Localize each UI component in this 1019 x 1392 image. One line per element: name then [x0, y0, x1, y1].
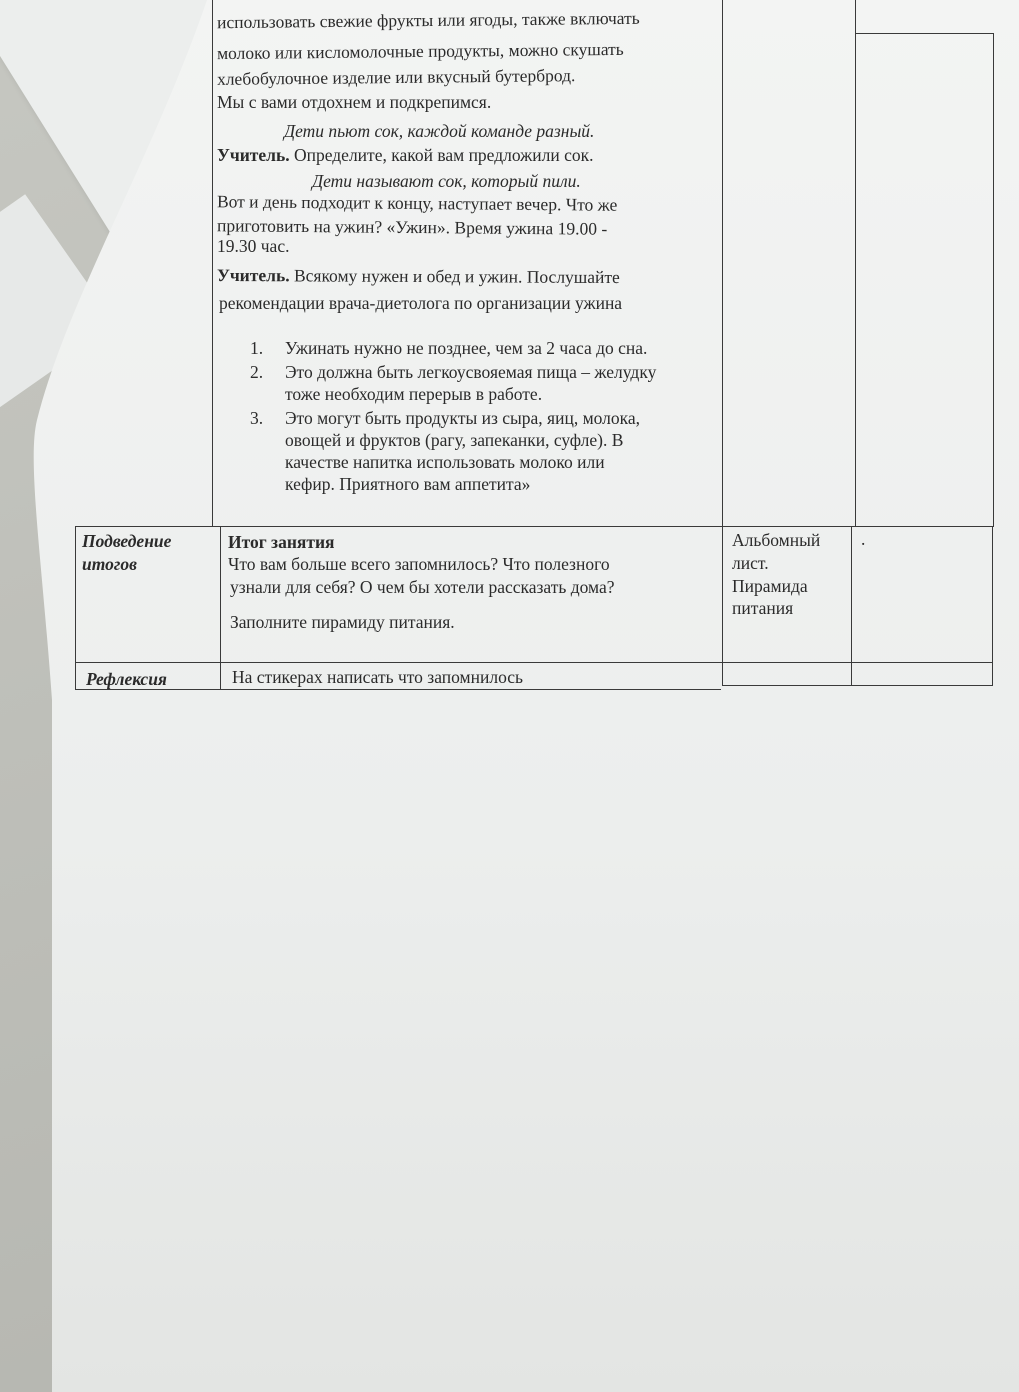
teacher-text-2: Всякому нужен и обед и ужин. Послушайте — [289, 265, 620, 288]
teacher-line-1 — [217, 144, 594, 166]
table-row-divider-reflection — [75, 662, 993, 663]
table-column-divider-resources-right — [855, 0, 856, 527]
resources-line-2: лист. — [732, 553, 769, 573]
list-item-number: 1. — [250, 338, 264, 358]
main-row-line-2: молоко или кисломолочные продукты, можно скушать — [216, 38, 624, 64]
teacher-label-1: Учитель. — [217, 145, 290, 165]
list-item-text: Ужинать нужно не позднее, чем за 2 часа до сна. — [285, 338, 648, 358]
teacher-line-2-continued: рекомендации врача-диетолога по организации ужина — [219, 293, 623, 313]
table-row-divider-summary — [75, 526, 994, 527]
main-row-line-3: хлебобулочное изделие или вкусный бутерброд. — [216, 65, 576, 89]
list-item-number: 3. — [250, 408, 264, 428]
table-column-divider-content-right — [722, 0, 723, 686]
summary-title: Итог занятия — [228, 532, 335, 552]
main-row-line-4: Мы с вами отдохнем и подкрепимся. — [217, 92, 492, 112]
summary-mark: . — [861, 529, 866, 549]
list-item-text: Это должна быть легкоусвояемая пища – желудку тоже необходим перерыв в работе. — [285, 362, 657, 404]
dietitian-recommendations-list — [250, 337, 656, 497]
table-border-right-upper — [993, 33, 994, 527]
resources-line-3: Пирамида — [732, 576, 808, 596]
list-item-number: 2. — [250, 362, 264, 382]
main-row-line-1: использовать свежие фрукты или ягоды, также включать — [216, 7, 640, 33]
resources-line-4: питания — [732, 598, 794, 618]
kids-name-note: Дети называют сок, который пили. — [312, 171, 581, 191]
table-top-right-segment — [855, 33, 994, 34]
stage-reflection: Рефлексия — [86, 669, 167, 689]
stage-summary-line-2: итогов — [82, 554, 137, 574]
resources-line-1: Альбомный — [732, 530, 821, 550]
evening-line-3: 19.30 час. — [217, 236, 290, 256]
evening-line-1: Вот и день подходит к концу, наступает вечер. Что же — [216, 191, 618, 215]
evening-line-2: приготовить на ужин? «Ужин». Время ужина 19.00 - — [216, 215, 608, 239]
list-item — [250, 361, 656, 405]
kids-drink-note: Дети пьют сок, каждой команде разный. — [284, 121, 595, 141]
teacher-line-2 — [217, 264, 620, 288]
stage-summary-line-1: Подведение — [82, 531, 172, 551]
teacher-text-1: Определите, какой вам предложили сок. — [289, 145, 594, 165]
table-border-main-left — [212, 0, 213, 527]
table-border-left — [75, 526, 76, 690]
summary-task: Заполните пирамиду питания. — [230, 612, 455, 632]
summary-question-line-2: узнали для себя? О чем бы хотели рассказать дома? — [230, 577, 615, 597]
list-item-text: Это могут быть продукты из сыра, яиц, молока, овощей и фруктов (рагу, запеканки, суфле). В качестве напитка использовать молоко или кефир. Приятного вам аппетита» — [285, 408, 641, 494]
table-bottom-border — [75, 689, 721, 690]
list-item — [250, 407, 656, 495]
summary-question-line-1: Что вам больше всего запомнилось? Что полезного — [228, 554, 610, 574]
table-column-divider-stage — [220, 526, 221, 690]
teacher-label-2: Учитель. — [216, 264, 290, 286]
list-item — [250, 337, 656, 359]
reflection-text: На стикерах написать что запомнилось — [232, 667, 524, 687]
table-bottom-border-right — [722, 685, 993, 686]
